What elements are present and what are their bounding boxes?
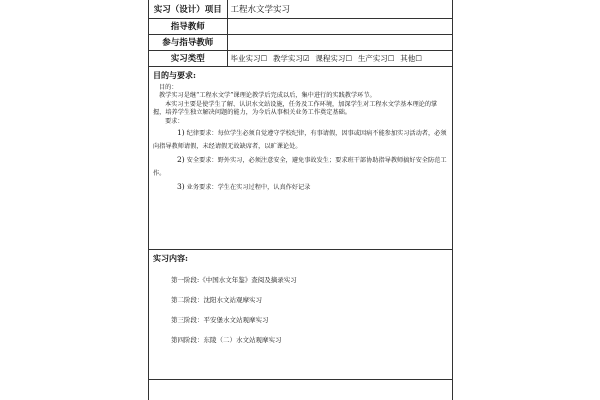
requirement-item — [153, 154, 448, 180]
project-value: 工程水文学实习 — [227, 0, 452, 18]
stage-item: 第二阶段：沈阳水文站观摩实习 — [171, 295, 262, 304]
stage-item: 第三阶段：平安堡水文站观摩实习 — [171, 315, 269, 324]
type-course: 课程实习☐ — [315, 53, 353, 63]
objectives-section — [149, 67, 452, 250]
requirement-item — [153, 181, 448, 195]
purpose-label: 目的： — [159, 83, 178, 91]
co-teacher-row — [149, 34, 452, 50]
requirement-number: 2) — [177, 155, 185, 164]
type-graduation: 毕业实习☐ — [230, 53, 268, 63]
type-row — [149, 50, 452, 66]
teacher-label: 指导教师 — [149, 18, 227, 34]
requirement-text: 纪律要求：每位学生必须自觉遵守学校纪律，有事请假，因事或因病不能参加实习活动者，必须向指导教师请假，未经请假无故缺席者，以旷课论处。 — [153, 130, 447, 150]
teacher-row — [149, 18, 452, 34]
stage-item: 第一阶段:《中国水文年鉴》查阅及摘录实习 — [171, 275, 297, 284]
requirement-text: 安全要求：野外实习，必须注意安全，避免事故发生；要求班干部协助指导教师搞好安全防范工作。 — [153, 157, 447, 177]
requirement-item — [153, 127, 448, 153]
practice-form — [148, 0, 453, 400]
project-label: 实习（设计）项目 — [149, 0, 227, 18]
content-title: 实习内容: — [153, 252, 188, 263]
requirement-number: 1) — [177, 128, 185, 137]
purpose-text: 教学实习是继“工程水文学”课理论教学后完成以后，集中进行的实践教学环节。 — [159, 92, 376, 99]
project-row — [149, 0, 452, 18]
type-label: 实习类型 — [149, 50, 227, 66]
type-options — [227, 50, 452, 66]
type-production: 生产实习☐ — [357, 53, 395, 63]
type-teaching: 教学实习☑ — [272, 53, 310, 63]
form-header-table — [149, 0, 452, 67]
co-teacher-value — [227, 34, 452, 50]
requirement-text: 业务要求：学生在实习过程中，认真作好记录 — [186, 184, 311, 191]
teacher-value — [227, 18, 452, 34]
purpose-text-2: 本实习主要是使学生了解、认识水文站设施，任务及工作环境，加深学生对工程水文学基本理论的掌握，培养学生独立解决问题的能力，为今后从事相关业务工作奠定基础。 — [153, 100, 438, 116]
stage-item: 第四阶段：东陵（二）水文站观摩实习 — [171, 335, 282, 344]
requirements-label: 要求： — [165, 117, 184, 125]
type-other: 其他☐ — [400, 53, 422, 63]
co-teacher-label: 参与指导教师 — [149, 34, 227, 50]
requirement-number: 3) — [177, 182, 185, 191]
content-section — [149, 250, 452, 380]
stage-list — [153, 276, 448, 345]
objectives-title: 目的与要求: — [153, 69, 196, 80]
